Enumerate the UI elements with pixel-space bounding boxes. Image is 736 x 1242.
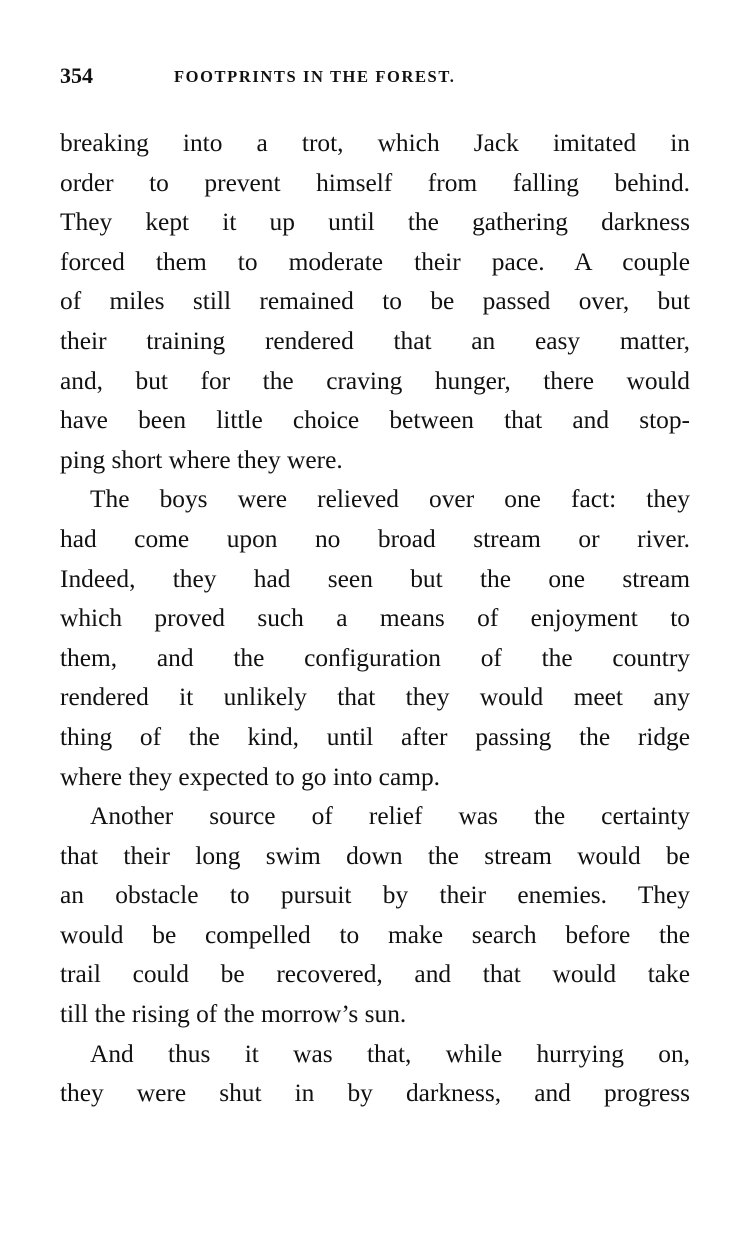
text-line: ping short where they were. — [60, 445, 343, 474]
text-line: order to prevent himself from falling behind. — [60, 168, 690, 197]
text-line: And thus it was that, while hurrying on, — [90, 1039, 690, 1068]
text-line: had come upon no broad stream or river. — [60, 524, 690, 553]
text-line: till the rising of the morrow’s sun. — [60, 1000, 407, 1029]
text-line: of miles still remained to be passed over, but — [60, 287, 690, 316]
text-line: an obstacle to pursuit by their enemies. They — [60, 881, 690, 910]
running-title: FOOTPRINTS IN THE FOREST. — [174, 67, 456, 86]
paragraph-3 — [60, 797, 690, 1035]
text-line: they were shut in by darkness, and progress — [60, 1079, 690, 1108]
body-text — [60, 124, 690, 1114]
text-line: trail could be recovered, and that would take — [60, 960, 690, 989]
text-line: The boys were relieved over one fact: they — [90, 485, 690, 514]
paragraph-4 — [60, 1035, 690, 1114]
text-line: which proved such a means of enjoyment to — [60, 604, 690, 633]
text-line: forced them to moderate their pace. A couple — [60, 247, 690, 276]
text-line: Another source of relief was the certainty — [90, 802, 690, 831]
text-line: They kept it up until the gathering darkness — [60, 208, 690, 237]
text-line: and, but for the craving hunger, there would — [60, 366, 690, 395]
text-line: where they expected to go into camp. — [60, 762, 441, 791]
text-line: breaking into a trot, which Jack imitated in — [60, 129, 690, 157]
text-line: thing of the kind, until after passing the ridge — [60, 722, 690, 751]
paragraph-1 — [60, 124, 690, 480]
text-line: have been little choice between that and stop- — [60, 406, 690, 435]
page-number: 354 — [60, 63, 93, 88]
text-line: Indeed, they had seen but the one stream — [60, 564, 690, 593]
text-line: would be compelled to make search before the — [60, 920, 690, 949]
text-line: them, and the configuration of the country — [60, 643, 690, 672]
text-line: rendered it unlikely that they would meet any — [60, 683, 690, 712]
page-header — [60, 62, 700, 92]
text-line: that their long swim down the stream would be — [60, 841, 690, 870]
paragraph-2 — [60, 480, 690, 797]
text-line: their training rendered that an easy matter, — [60, 326, 690, 355]
